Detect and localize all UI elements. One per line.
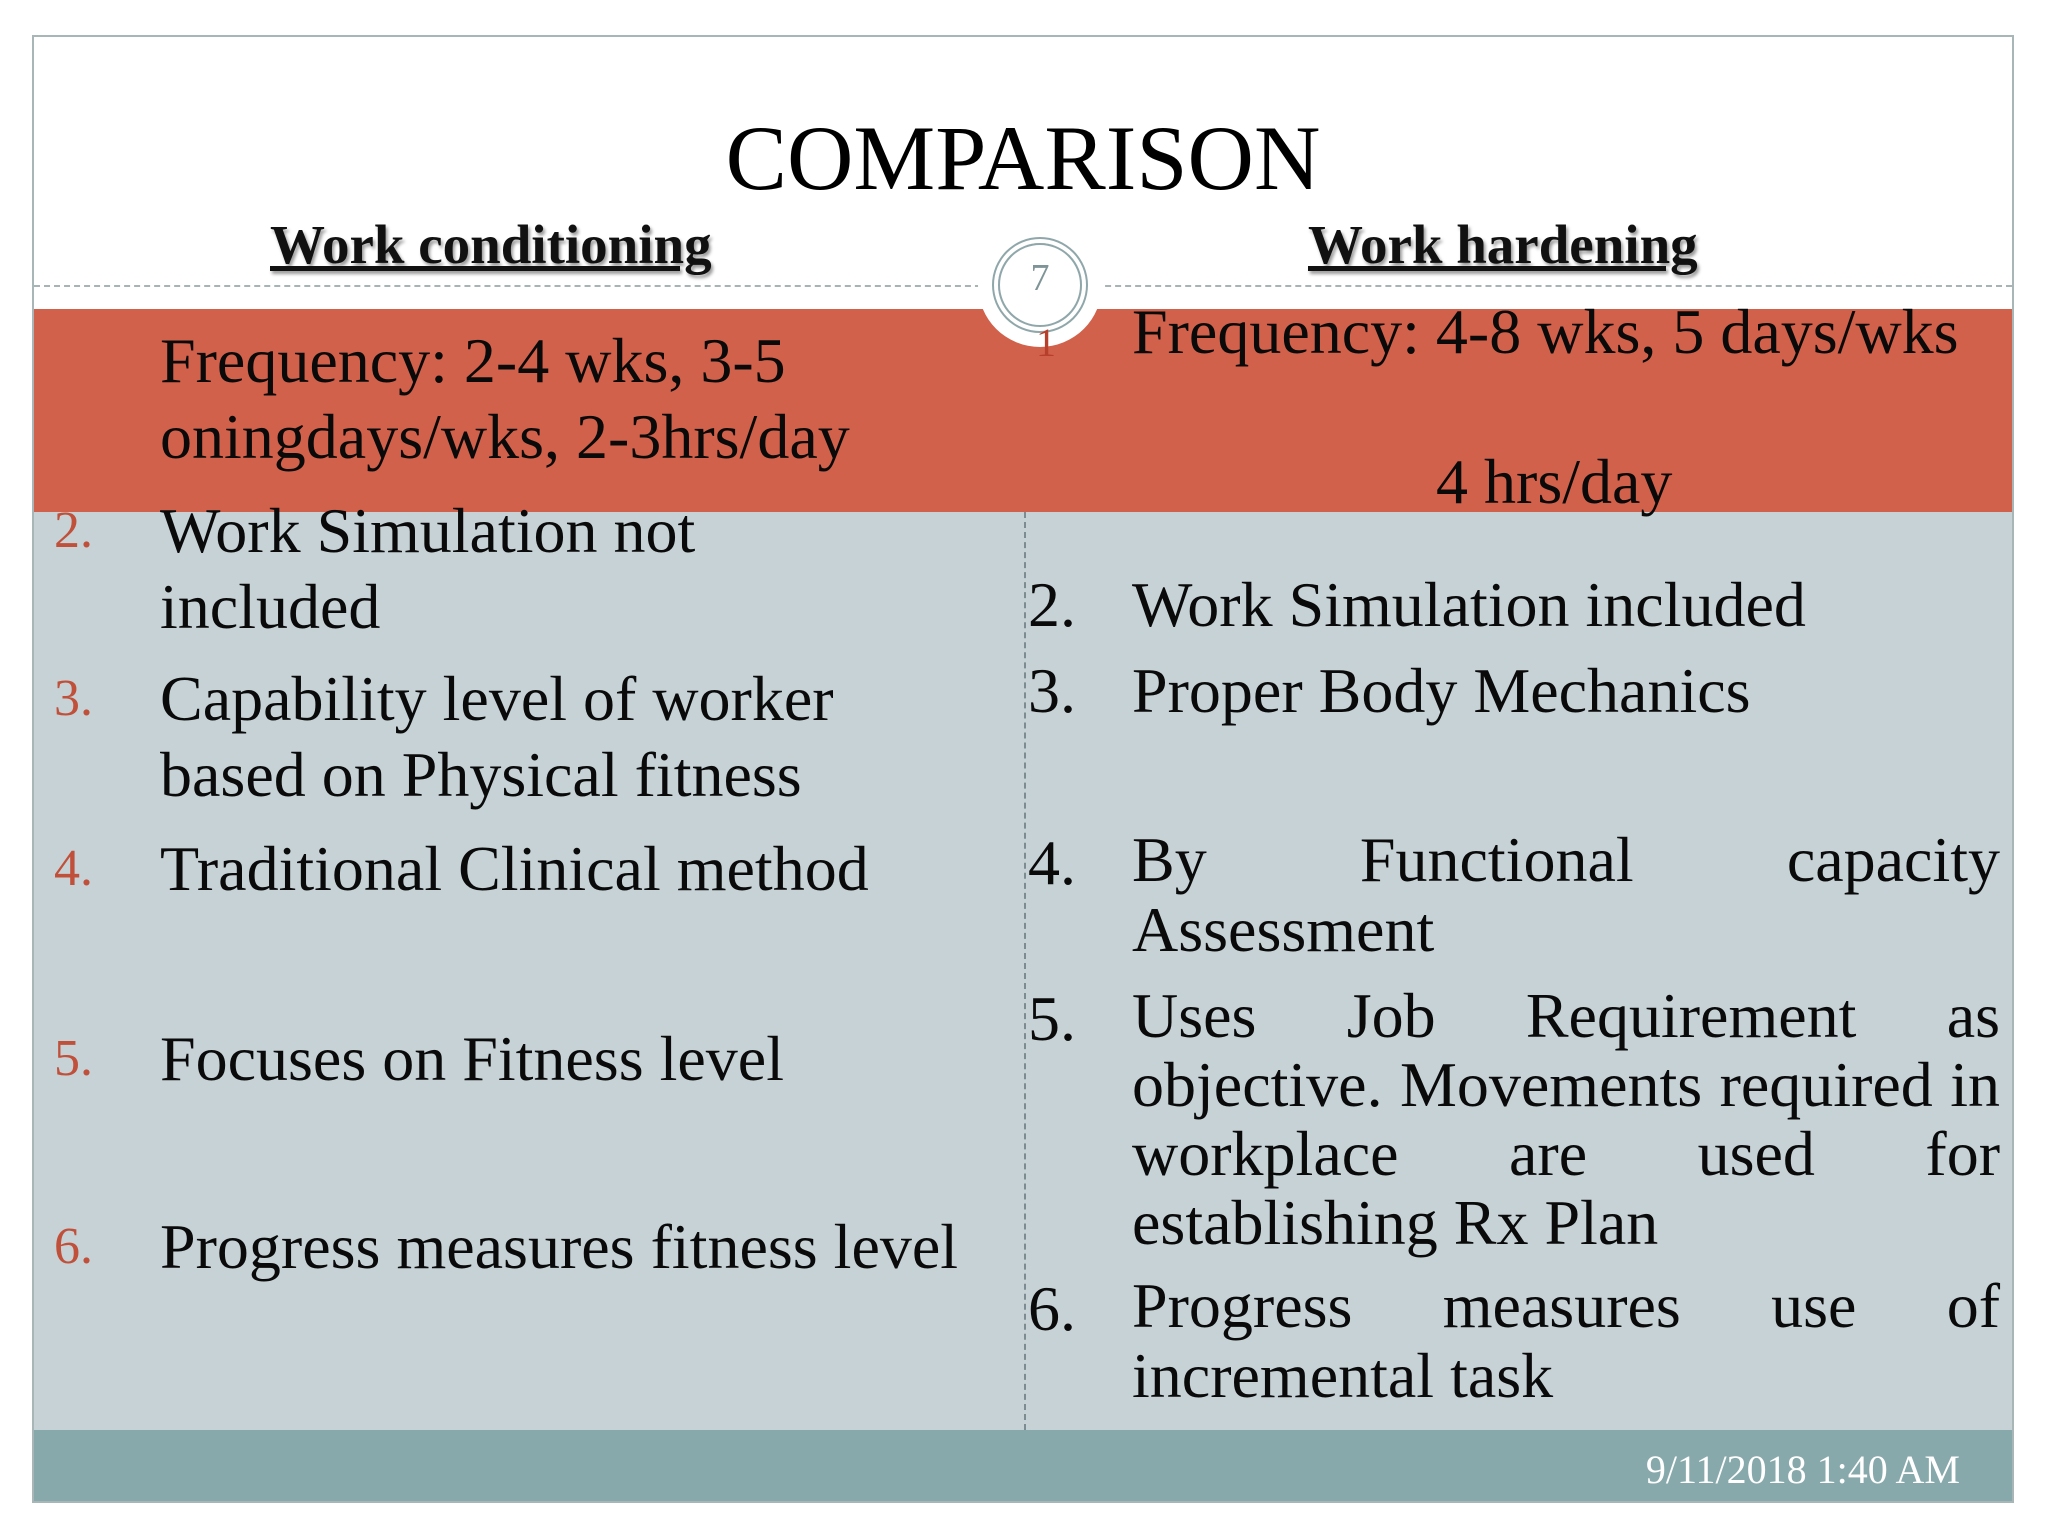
left-item-4-number: 4. <box>54 840 93 897</box>
slide-number: 7 <box>1030 257 1050 299</box>
left-item-4: Traditional Clinical method <box>160 833 869 904</box>
right-item-1-extra: 4 hrs/day <box>1436 446 1673 517</box>
right-item-6-number: 6. <box>1028 1273 1076 1344</box>
slide <box>32 35 2014 1503</box>
right-item-2: Work Simulation included <box>1132 569 1806 640</box>
left-item-5-number: 5. <box>54 1030 93 1087</box>
right-item-5-number: 5. <box>1028 983 1076 1054</box>
column-divider <box>1024 512 1026 1430</box>
left-item-3-number: 3. <box>54 670 93 727</box>
right-item-1: Frequency: 4-8 wks, 5 days/wks <box>1132 296 1959 367</box>
left-item-6: Progress measures fitness level <box>160 1211 959 1282</box>
left-item-3: Capability level of worker based on Physical fitness <box>160 663 834 810</box>
left-item-5: Focuses on Fitness level <box>160 1023 784 1094</box>
right-item-3-number: 3. <box>1028 655 1076 726</box>
left-column-heading: Work conditioning <box>270 214 712 275</box>
right-item-4-number: 4. <box>1028 827 1076 898</box>
left-item-1: Frequency: 2-4 wks, 3-5 oningdays/wks, 2-3hrs/day <box>160 325 850 472</box>
right-item-5: Uses Job Requirement as objective. Movements required in workplace are used for establishing Rx Plan <box>1132 980 2000 1258</box>
right-item-1-number: 1 <box>1036 320 1056 365</box>
right-item-2-number: 2. <box>1028 569 1076 640</box>
slide-title: COMPARISON <box>725 107 1321 209</box>
slide-date: 9/11/2018 1:40 AM <box>1645 1447 1960 1492</box>
left-item-6-number: 6. <box>54 1218 93 1275</box>
right-column-heading: Work hardening <box>1308 214 1698 275</box>
left-item-2: Work Simulation not included <box>160 495 696 642</box>
right-item-4: By Functional capacity Assessment <box>1132 824 2000 965</box>
right-item-6: Progress measures use of incremental task <box>1132 1270 2000 1411</box>
left-item-2-number: 2. <box>54 502 93 559</box>
right-item-3: Proper Body Mechanics <box>1132 655 1751 726</box>
